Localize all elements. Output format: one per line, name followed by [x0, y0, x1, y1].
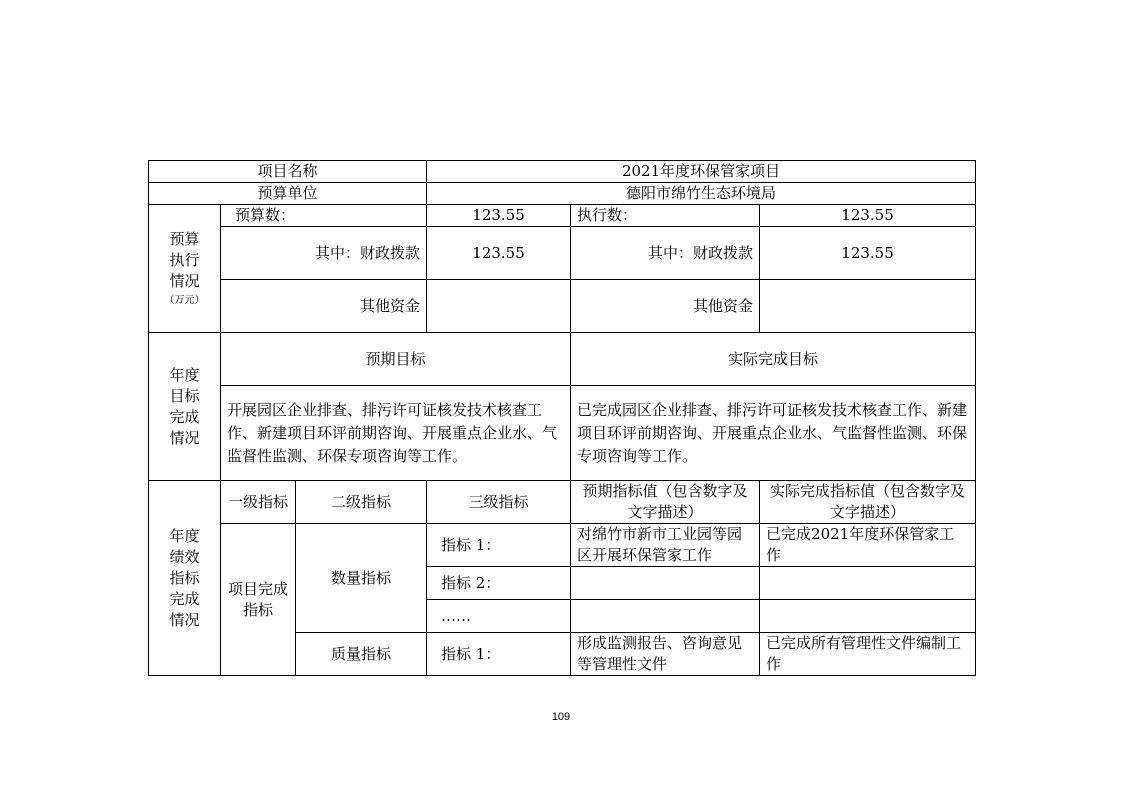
level1-indicator-header: 一级指标 [221, 481, 296, 524]
level3-indicator-cell: …… [427, 600, 571, 633]
actual-indicator-cell: 已完成2021年度环保管家工作 [760, 524, 976, 567]
level3-indicator-header: 三级指标 [427, 481, 571, 524]
level1-indicator-value: 项目完成指标 [221, 524, 296, 676]
performance-side-label [149, 481, 221, 676]
level3-indicator-cell: 指标 1： [427, 633, 571, 676]
fiscal-funds-budget-value: 123.55 [427, 227, 571, 280]
project-name-value: 2021年度环保管家项目 [427, 161, 976, 183]
actual-indicator-cell: 已完成所有管理性文件编制工作 [760, 633, 976, 676]
budget-amount-value: 123.55 [427, 205, 571, 227]
level2-indicator-header: 二级指标 [296, 481, 427, 524]
perf-side-line-1: 年度 [169, 526, 200, 545]
perf-side-line-2: 绩效 [169, 547, 200, 566]
actual-goals-header: 实际完成目标 [571, 333, 976, 386]
other-funds-row [149, 280, 976, 333]
goals-side-line-3: 完成 [169, 407, 200, 426]
actual-indicator-cell [760, 600, 976, 633]
goals-side-line-1: 年度 [169, 365, 200, 384]
page-number: 109 [551, 711, 571, 723]
goals-side-line-4: 情况 [169, 428, 200, 447]
other-funds-label: 其他资金 [221, 280, 427, 333]
budget-side-line-1: 预算 [169, 230, 200, 248]
other-funds-exec-label: 其他资金 [571, 280, 760, 333]
expected-goals-header: 预期目标 [221, 333, 571, 386]
expected-indicator-cell [571, 567, 760, 600]
goals-header-row [149, 333, 976, 386]
fiscal-funds-exec-label: 其中：财政拨款 [571, 227, 760, 280]
expected-indicator-header: 预期指标值（包含数字及文字描述） [571, 481, 760, 524]
expected-goals-text: 开展园区企业排查、排污许可证核发技术核查工作、新建项目环评前期咨询、开展重点企业水、气监督性监测、环保专项咨询等工作。 [221, 386, 571, 481]
budget-side-unit: （万元） [164, 295, 205, 306]
annual-goals-side-label [149, 333, 221, 481]
performance-table [148, 160, 976, 676]
fiscal-funds-label: 其中：财政拨款 [221, 227, 427, 280]
expected-indicator-cell [571, 600, 760, 633]
fiscal-funds-exec-value: 123.55 [760, 227, 976, 280]
goals-content-row [149, 386, 976, 481]
actual-goals-text: 已完成园区企业排查、排污许可证核发技术核查工作、新建项目环评前期咨询、开展重点企业水、气监督性监测、环保专项咨询等工作。 [571, 386, 976, 481]
budget-unit-row [149, 183, 976, 205]
quantity-indicator-label: 数量指标 [296, 524, 427, 633]
expected-indicator-cell: 对绵竹市新市工业园等园区开展环保管家工作 [571, 524, 760, 567]
quality-indicator-label: 质量指标 [296, 633, 427, 676]
indicator-header-row [149, 481, 976, 524]
budget-unit-value: 德阳市绵竹生态环境局 [427, 183, 976, 205]
budget-amount-label: 预算数： [221, 205, 427, 227]
expected-indicator-cell: 形成监测报告、咨询意见等管理性文件 [571, 633, 760, 676]
perf-side-line-4: 完成 [169, 589, 200, 608]
project-name-label: 项目名称 [149, 161, 427, 183]
project-name-row [149, 161, 976, 183]
other-funds-exec-value [760, 280, 976, 333]
other-funds-budget-value [427, 280, 571, 333]
perf-side-line-5: 情况 [169, 610, 200, 629]
level3-indicator-cell: 指标 2： [427, 567, 571, 600]
perf-side-line-3: 指标 [169, 568, 200, 587]
goals-side-line-2: 目标 [169, 386, 200, 405]
level3-indicator-cell: 指标 1： [427, 524, 571, 567]
budget-execution-side-label [149, 205, 221, 333]
actual-indicator-header: 实际完成指标值（包含数字及文字描述） [760, 481, 976, 524]
budget-side-line-2: 执行 [169, 251, 200, 269]
indicator-row [149, 524, 976, 567]
budget-side-line-3: 情况 [169, 272, 200, 290]
actual-indicator-cell [760, 567, 976, 600]
fiscal-funds-row [149, 227, 976, 280]
execution-amount-label: 执行数： [571, 205, 760, 227]
budget-total-row [149, 205, 976, 227]
budget-unit-label: 预算单位 [149, 183, 427, 205]
execution-amount-value: 123.55 [760, 205, 976, 227]
